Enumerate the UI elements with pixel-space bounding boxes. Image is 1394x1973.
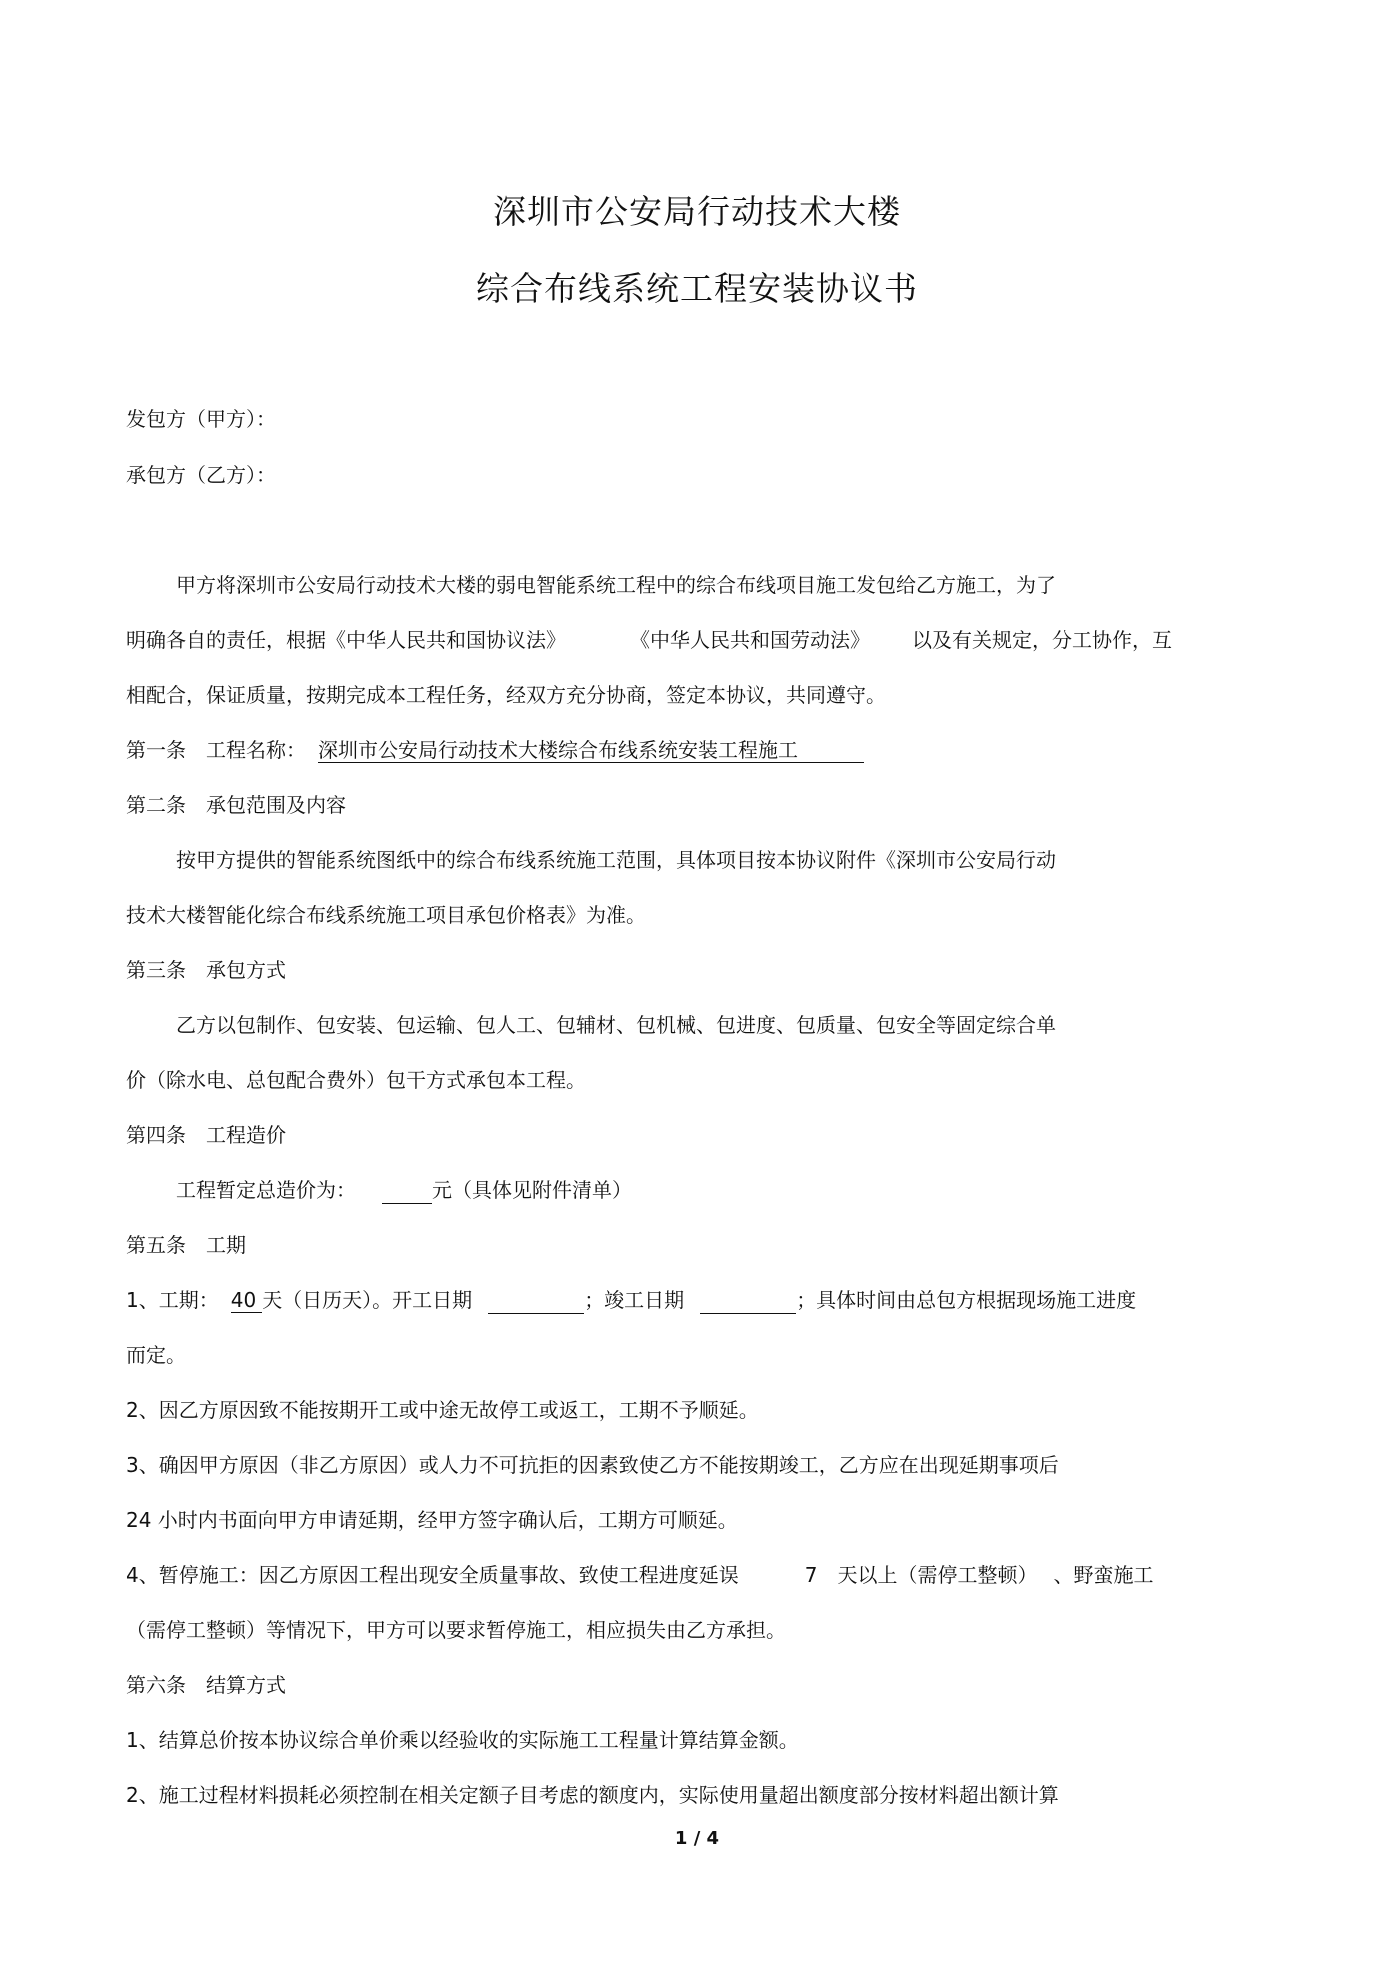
duration-days: 40 <box>231 1288 262 1313</box>
intro-line-2-part-b: 《中华人民共和国劳动法》 <box>630 628 870 652</box>
article-3-line-1: 乙方以包制作、包安装、包运输、包人工、包辅材、包机械、包进度、包质量、包安全等固定综合单 <box>176 1013 1056 1037</box>
suspension-text-b: 7 天以上（需停工整顿） <box>804 1563 1038 1587</box>
article-4-heading: 第四条 工程造价 <box>126 1123 286 1147</box>
price-label: 工程暂定总造价为： <box>176 1178 356 1202</box>
article-1-label: 第一条 工程名称： <box>126 738 306 762</box>
article-6-item-1: 1、结算总价按本协议综合单价乘以经验收的实际施工工程量计算结算金额。 <box>126 1728 799 1752</box>
article-5-item-3-line-1: 3、确因甲方原因（非乙方原因）或人力不可抗拒的因素致使乙方不能按期竣工，乙方应在出现延期事项后 <box>126 1453 1059 1477</box>
intro-line-1: 甲方将深圳市公安局行动技术大楼的弱电智能系统工程中的综合布线项目施工发包给乙方施工，为了 <box>176 573 1056 597</box>
duration-text: 天（日历天）。开工日期 <box>262 1288 473 1312</box>
article-4-price-line <box>176 1176 632 1204</box>
article-3-line-2: 价（除水电、总包配合费外）包干方式承包本工程。 <box>126 1068 586 1092</box>
article-2-line-2: 技术大楼智能化综合布线系统施工项目承包价格表》为准。 <box>126 903 646 927</box>
article-5-item-1-line-2: 而定。 <box>126 1343 186 1367</box>
article-5-item-2: 2、因乙方原因致不能按期开工或中途无故停工或返工，工期不予顺延。 <box>126 1398 759 1422</box>
intro-line-2-part-a: 明确各自的责任，根据《中华人民共和国协议法》 <box>126 628 566 652</box>
completion-label: ；竣工日期 <box>584 1288 685 1312</box>
duration-label: 1、工期： <box>126 1288 219 1312</box>
article-6-item-2: 2、施工过程材料损耗必须控制在相关定额子目考虑的额度内，实际使用量超出额度部分按材料超出额计算 <box>126 1783 1059 1807</box>
article-5-item-1 <box>126 1286 1136 1314</box>
page-number: 1 / 4 <box>674 1828 720 1849</box>
article-5-item-3-line-2: 24 小时内书面向甲方申请延期，经甲方签字确认后，工期方可顺延。 <box>126 1508 738 1532</box>
article-2-heading: 第二条 承包范围及内容 <box>126 793 346 817</box>
price-unit: 元（具体见附件清单） <box>432 1178 632 1202</box>
title-line-2: 综合布线系统工程安装协议书 <box>476 269 918 308</box>
project-name-value: 深圳市公安局行动技术大楼综合布线系统安装工程施工 <box>318 738 864 763</box>
suspension-text-c: 、野蛮施工 <box>1053 1563 1154 1587</box>
completion-date-blank <box>700 1291 796 1314</box>
article-2-line-1: 按甲方提供的智能系统图纸中的综合布线系统施工范围，具体项目按本协议附件《深圳市公安局行动 <box>176 848 1056 872</box>
party-a-label: 发包方（甲方）： <box>126 407 276 431</box>
article-6-heading: 第六条 结算方式 <box>126 1673 286 1697</box>
suspension-text-a: 4、暂停施工：因乙方原因工程出现安全质量事故、致使工程进度延误 <box>126 1563 739 1587</box>
title-line-1: 深圳市公安局行动技术大楼 <box>493 192 901 231</box>
article-3-heading: 第三条 承包方式 <box>126 958 286 982</box>
start-date-blank <box>488 1291 584 1314</box>
price-blank <box>382 1181 432 1204</box>
article-5-item-4 <box>126 1561 1153 1589</box>
intro-line-3: 相配合，保证质量，按期完成本工程任务，经双方充分协商，签定本协议，共同遵守。 <box>126 683 886 707</box>
duration-note: ；具体时间由总包方根据现场施工进度 <box>796 1288 1137 1312</box>
article-1 <box>126 736 864 764</box>
party-b-label: 承包方（乙方）： <box>126 463 276 487</box>
article-5-item-4-line-2: （需停工整顿）等情况下，甲方可以要求暂停施工，相应损失由乙方承担。 <box>126 1618 786 1642</box>
intro-line-2-part-c: 以及有关规定，分工协作，互 <box>912 628 1172 652</box>
intro-line-2 <box>126 626 1172 654</box>
article-5-heading: 第五条 工期 <box>126 1233 246 1257</box>
